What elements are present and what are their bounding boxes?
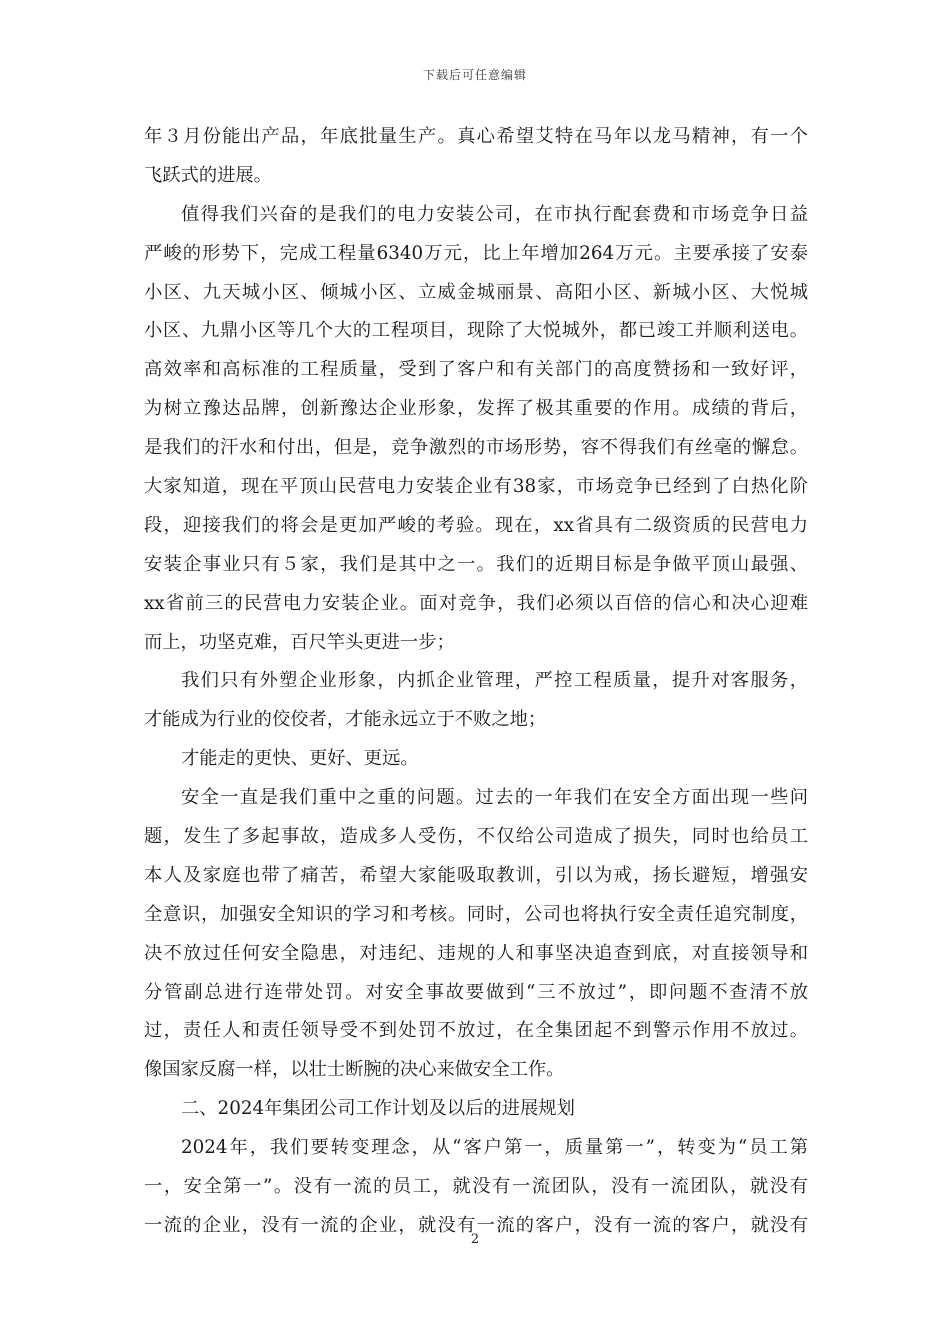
text-line: 全意识，加强安全知识的学习和考核。同时，公司也将执行安全责任追究制度，	[144, 903, 808, 925]
text-line: xx省前三的民营电力安装企业。面对竞争，我们必须以百倍的信心和决心迎难	[144, 592, 808, 614]
text-line: 安装企事业只有５家，我们是其中之一。我们的近期目标是争做平顶山最强、	[144, 553, 808, 575]
section-heading: 二、2024年集团公司工作计划及以后的进展规划	[181, 1098, 575, 1120]
text-line: 高效率和高标准的工程质量，受到了客户和有关部门的高度赞扬和一致好评，	[144, 359, 808, 381]
text-line: 一流的企业，没有一流的企业，就没有一流的客户，没有一流的客户，就没有	[144, 1214, 808, 1236]
text-line: 2024年，我们要转变理念，从“客户第一，质量第一”，转变为“员工第	[181, 1137, 808, 1159]
text-line: 飞跃式的进展。	[144, 164, 272, 186]
text-line: 而上，功坚克难，百尺竿头更进一步；	[144, 631, 455, 653]
document-body	[144, 118, 808, 1246]
text-line: 我们只有外塑企业形象，内抓企业管理，严控工程质量，提升对客服务，	[181, 670, 808, 692]
text-line: 段，迎接我们的将会是更加严峻的考验。现在，xx省具有二级资质的民营电力	[144, 514, 808, 536]
text-line: 为树立豫达品牌，创新豫达企业形象，发挥了极其重要的作用。成绩的背后，	[144, 398, 808, 420]
page-header: 下载后可任意编辑	[422, 68, 527, 82]
text-line: 严峻的形势下，完成工程量6340万元，比上年增加264万元。主要承接了安泰	[144, 242, 808, 264]
text-line: 过，责任人和责任领导受不到处罚不放过，在全集团起不到警示作用不放过。	[144, 1020, 808, 1042]
text-line: 小区、九天城小区、倾城小区、立威金城丽景、高阳小区、新城小区、大悦城	[144, 281, 808, 303]
text-line: 决不放过任何安全隐患，对违纪、违规的人和事坚决追查到底，对直接领导和	[144, 942, 808, 964]
text-line: 题，发生了多起事故，造成多人受伤，不仅给公司造成了损失，同时也给员工	[144, 826, 808, 848]
text-line: 才能成为行业的佼佼者，才能永远立于不败之地；	[144, 709, 547, 731]
text-line: 值得我们兴奋的是我们的电力安装公司，在市执行配套费和市场竞争日益	[181, 203, 808, 225]
text-line: 才能走的更快、更好、更远。	[181, 748, 419, 770]
text-line: 本人及家庭也带了痛苦，希望大家能吸取教训，引以为戒，扬长避短，增强安	[144, 864, 808, 886]
text-line: 安全一直是我们重中之重的问题。过去的一年我们在安全方面出现一些问	[181, 787, 808, 809]
text-line: 是我们的汗水和付出，但是，竞争激烈的市场形势，容不得我们有丝毫的懈怠。	[144, 437, 808, 459]
text-line: 一，安全第一”。没有一流的员工，就没有一流团队，没有一流团队，就没有	[144, 1176, 808, 1198]
page-number: 2	[470, 1232, 480, 1247]
text-line: 像国家反腐一样，以壮士断腕的决心来做安全工作。	[144, 1059, 565, 1081]
text-line: 分管副总进行连带处罚。对安全事故要做到“三不放过”，即问题不查清不放	[144, 981, 808, 1003]
text-line: 小区、九鼎小区等几个大的工程项目，现除了大悦城外，都已竣工并顺利送电。	[144, 320, 808, 342]
text-line: 大家知道，现在平顶山民营电力安装企业有38家，市场竞争已经到了白热化阶	[144, 476, 808, 498]
text-line: 年３月份能出产品，年底批量生产。真心希望艾特在马年以龙马精神，有一个	[144, 126, 808, 147]
